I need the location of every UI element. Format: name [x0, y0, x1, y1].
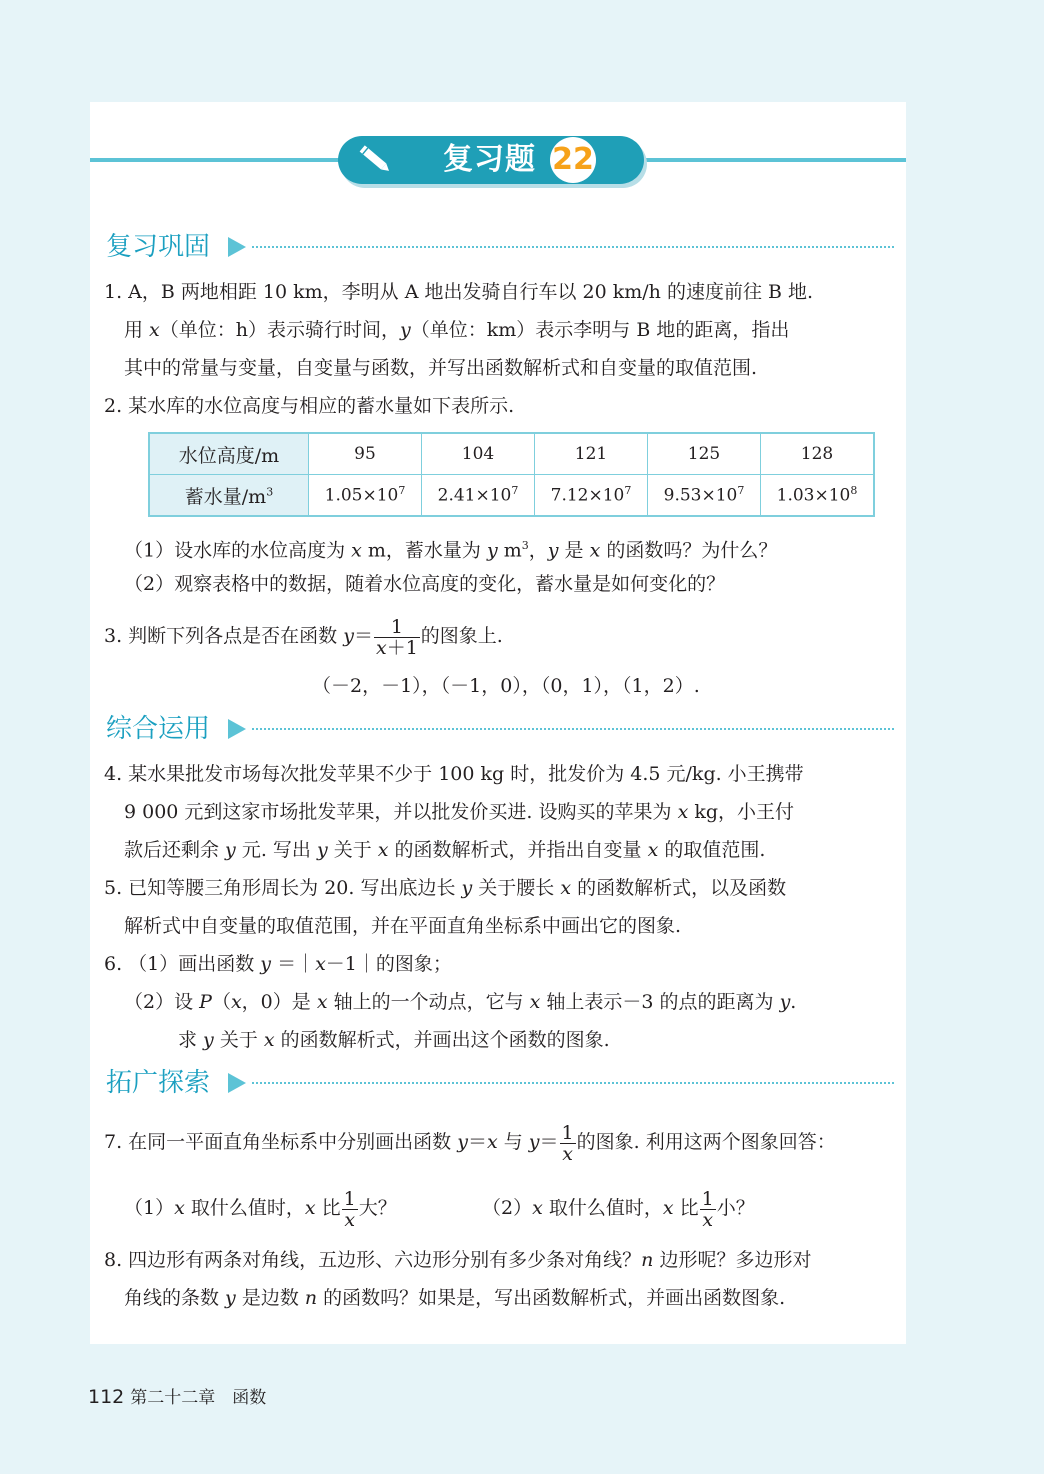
question-4-line-2: 9 000 元到这家市场批发苹果，并以批发价买进. 设购买的苹果为 x kg，小王付 [124, 801, 794, 823]
question-1-line-1: 1. A，B 两地相距 10 km，李明从 A 地出发骑自行车以 20 km/h 的速度前往 B 地. [104, 281, 814, 303]
arrow-right-icon [228, 237, 246, 257]
question-3-points: （－2，－1），（－1，0），（0，1），（1，2）. [312, 675, 700, 697]
table-cell: 121 [535, 433, 648, 475]
pencil-icon [358, 144, 394, 176]
question-4-line-1: 4. 某水果批发市场每次批发苹果不少于 100 kg 时，批发价为 4.5 元/kg. 小王携带 [104, 763, 804, 785]
question-2-part-1: （1）设水库的水位高度为 x m，蓄水量为 y $m^3$，y 是 x 的函数吗？为什么？ [124, 539, 778, 562]
dotted-divider [252, 728, 894, 730]
question-6-line-3: 求 y 关于 x 的函数解析式，并画出这个函数的图象. [178, 1029, 610, 1051]
table-row [149, 433, 874, 475]
question-2-part-2: （2）观察表格中的数据，随着水位高度的变化，蓄水量是如何变化的？ [124, 573, 726, 595]
arrow-right-icon [228, 719, 246, 739]
question-2-line-1: 2. 某水库的水位高度与相应的蓄水量如下表所示. [104, 395, 515, 417]
exercise-card [90, 102, 906, 1344]
question-8-line-2: 角线的条数 y 是边数 n 的函数吗？如果是，写出函数解析式，并画出函数图象. [124, 1287, 786, 1309]
table-cell: $9.53\times 10^7$ [648, 475, 761, 517]
question-6-line-1: 6. （1）画出函数 y ＝｜x－1｜的图象； [104, 953, 452, 975]
question-7-part-2: （2）x 取什么值时，x 比 $\frac{1}{x}$ 小？ [482, 1187, 755, 1231]
table-cell: $2.41\times 10^7$ [422, 475, 535, 517]
fraction: $\frac{1}{x}$ [343, 1187, 356, 1231]
fraction: $\frac{1}{x+1}$ [375, 615, 418, 659]
question-1-line-2: 用 x（单位：h）表示骑行时间，y（单位：km）表示李明与 B 地的距离，指出 [124, 319, 790, 341]
arrow-right-icon [228, 1073, 246, 1093]
page-footer [88, 1384, 266, 1411]
table-row-header: 水位高度/m [149, 433, 309, 475]
section-header-extension [106, 1066, 894, 1100]
question-6-line-2: （2）设 P（x，0）是 x 轴上的一个动点，它与 x 轴上表示－3 的点的距离为 y. [124, 991, 797, 1013]
banner [338, 136, 644, 184]
table-cell: $1.05\times 10^7$ [309, 475, 422, 517]
table-cell: 125 [648, 433, 761, 475]
table-cell: $7.12\times 10^7$ [535, 475, 648, 517]
chapter-title: 第二十二章 函数 [130, 1388, 267, 1408]
section-header-application [106, 712, 894, 746]
question-1-line-3: 其中的常量与变量，自变量与函数，并写出函数解析式和自变量的取值范围. [124, 357, 758, 379]
table-cell: 95 [309, 433, 422, 475]
question-5-line-2: 解析式中自变量的取值范围，并在平面直角坐标系中画出它的图象. [124, 915, 682, 937]
question-3-line-1: 3. 判断下列各点是否在函数 y＝ $\frac{1}{x+1}$ 的图象上. [104, 615, 503, 659]
question-8-line-1: 8. 四边形有两条对角线，五边形、六边形分别有多少条对角线？n 边形呢？多边形对 [104, 1249, 812, 1271]
question-7-line-1: 7. 在同一平面直角坐标系中分别画出函数 y＝x 与 y＝ $\frac{1}{x}$ 的图象. 利用这两个图象回答： [104, 1121, 836, 1165]
question-4-line-3: 款后还剩余 y 元. 写出 y 关于 x 的函数解析式，并指出自变量 x 的取值范围. [124, 839, 766, 861]
section-header-review [106, 230, 894, 264]
page-number: 112 [88, 1386, 125, 1408]
question-7-part-1: （1）x 取什么值时，x 比 $\frac{1}{x}$ 大？ [124, 1187, 397, 1231]
banner-number: 22 [550, 137, 596, 183]
section-title: 拓广探索 [106, 1068, 211, 1098]
dotted-divider [252, 246, 894, 248]
table-cell: 104 [422, 433, 535, 475]
table-row [149, 475, 874, 517]
section-title: 复习巩固 [106, 232, 211, 262]
dotted-divider [252, 1082, 894, 1084]
table-row-header: 蓄水量$/m^3$ [149, 475, 309, 517]
water-level-table [148, 432, 875, 517]
table-cell: 128 [761, 433, 875, 475]
section-title: 综合运用 [106, 714, 211, 744]
question-5-line-1: 5. 已知等腰三角形周长为 20. 写出底边长 y 关于腰长 x 的函数解析式，以及函数 [104, 877, 787, 899]
table-cell: $1.03\times 10^8$ [761, 475, 875, 517]
fraction: $\frac{1}{x}$ [701, 1187, 714, 1231]
fraction: $\frac{1}{x}$ [561, 1121, 574, 1165]
banner-title: 复习题 [443, 142, 536, 177]
